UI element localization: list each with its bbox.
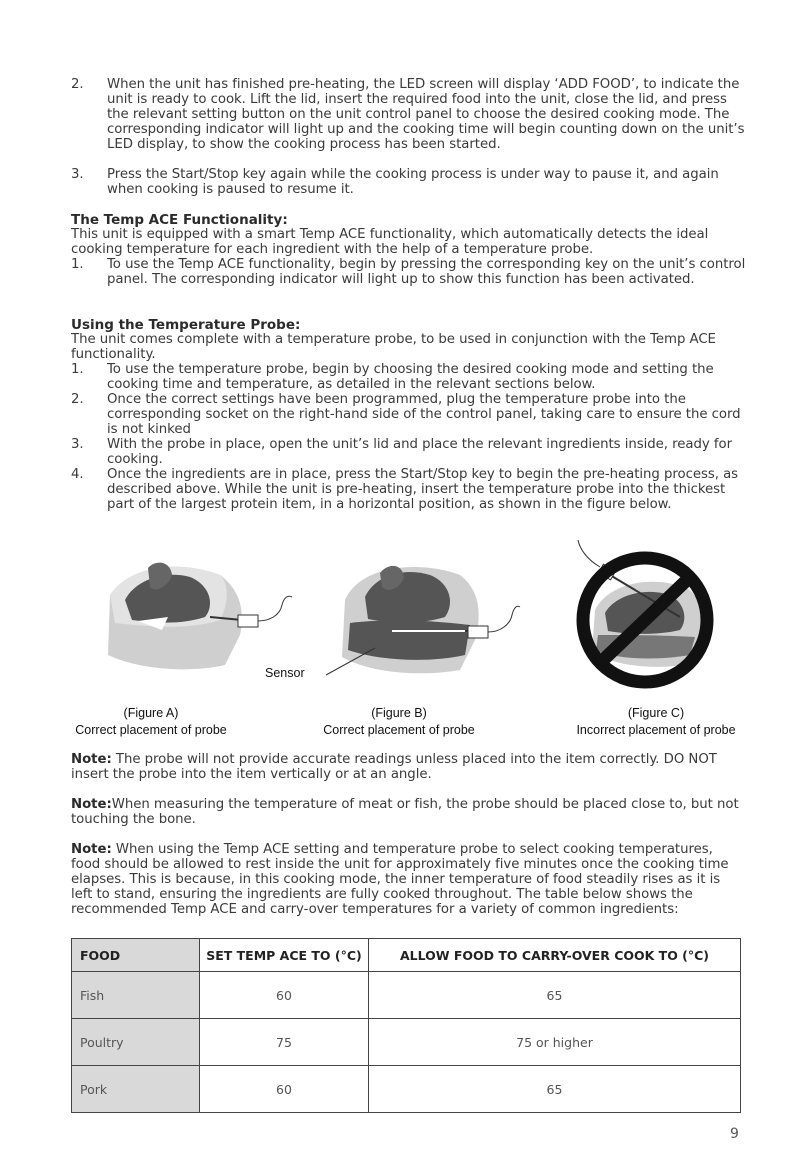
header-set-temp: SET TEMP ACE TO (°C) xyxy=(200,939,369,972)
figure-a-text: Correct placement of probe xyxy=(75,723,227,737)
list-item xyxy=(71,257,746,287)
list-text: When the unit has finished pre-heating, the LED screen will display ‘ADD FOOD’, to indicate the unit is ready to cook. Lift the lid, insert the required food into the unit, close the lid, and press the relevant setting button on the unit control panel to choose the desired cooking mode. The corresponding indicator will light up and the cooking time will begin counting down on the unit’s LED display, to show the cooking process has been started. xyxy=(107,77,745,152)
header-food: FOOD xyxy=(72,939,200,972)
note-text: When using the Temp ACE setting and temperature probe to select cooking temperatures, food should be allowed to rest inside the unit for approximately five minutes once the cooking time elapses. This is because, in this cooking mode, the inner temperature of food steadily rises as it is left to stand, ensuring the ingredients are fully cooked throughout. The table below shows the recommended Temp ACE and carry-over temperatures for a variety of common ingredients: xyxy=(71,842,729,917)
list-text: To use the temperature probe, begin by choosing the desired cooking mode and setting the cooking time and temperature, as detailed in the relevant sections below. xyxy=(107,362,714,392)
list-number: 2. xyxy=(71,392,84,407)
list-number: 3. xyxy=(71,437,84,452)
list-item xyxy=(71,167,746,197)
list-text: With the probe in place, open the unit’s lid and place the relevant ingredients inside, ready for cooking. xyxy=(107,437,733,467)
list-item xyxy=(71,437,746,467)
list-number: 2. xyxy=(71,77,84,92)
temperature-table xyxy=(71,938,741,1113)
figure-a-title: (Figure A) xyxy=(123,706,179,720)
note-text: When measuring the temperature of meat or fish, the probe should be placed close to, but not touching the bone. xyxy=(71,797,739,827)
figure-b-illustration xyxy=(326,566,520,675)
list-text: To use the Temp ACE functionality, begin by pressing the corresponding key on the unit’s control panel. The corresponding indicator will light up to show this function has been activated. xyxy=(107,257,746,287)
sensor-label: Sensor xyxy=(265,666,305,680)
figure-c-title: (Figure C) xyxy=(627,706,685,720)
figure-b-title: (Figure B) xyxy=(371,706,427,720)
figure-c-illustration xyxy=(578,540,707,682)
cell-carry-over: 65 xyxy=(369,1066,741,1113)
list-text: Once the ingredients are in place, press the Start/Stop key to begin the pre-heating process, as described above. While the unit is pre-heating, insert the temperature probe into the thickest part of the largest protein item, in a horizontal position, as shown in the figure below. xyxy=(107,467,739,512)
figure-c-text: Incorrect placement of probe xyxy=(576,723,736,737)
note-text: The probe will not provide accurate readings unless placed into the item correctly. DO NOT insert the probe into the item vertically or at an angle. xyxy=(71,752,717,782)
list-item xyxy=(71,77,746,152)
figure-a-illustration xyxy=(108,563,292,670)
table-row xyxy=(72,1066,741,1113)
figure-c-caption xyxy=(566,705,746,739)
figure-b-caption xyxy=(309,705,489,739)
figure-b-text: Correct placement of probe xyxy=(323,723,475,737)
list-number: 4. xyxy=(71,467,84,482)
note-rest xyxy=(71,842,741,917)
cell-carry-over: 75 or higher xyxy=(369,1019,741,1066)
table-header-row xyxy=(72,939,741,972)
header-carry-over: ALLOW FOOD TO CARRY-OVER COOK TO (°C) xyxy=(369,939,741,972)
cell-food: Fish xyxy=(72,972,200,1019)
cell-set-temp: 60 xyxy=(200,1066,369,1113)
list-item xyxy=(71,467,746,512)
section-heading-temp-ace: The Temp ACE Functionality: xyxy=(71,212,288,228)
probe-intro: The unit comes complete with a temperature probe, to be used in conjunction with the Temp ACE functionality. xyxy=(71,332,716,362)
section-heading-probe: Using the Temperature Probe: xyxy=(71,317,301,333)
table-row xyxy=(72,1019,741,1066)
cell-set-temp: 60 xyxy=(200,972,369,1019)
cell-set-temp: 75 xyxy=(200,1019,369,1066)
note-label: Note: xyxy=(71,842,112,857)
list-number: 3. xyxy=(71,167,84,182)
page-number: 9 xyxy=(730,1126,739,1142)
temp-ace-intro: This unit is equipped with a smart Temp ACE functionality, which automatically detects the ideal cooking temperature for each ingredient with the help of a temperature probe. xyxy=(71,227,709,257)
list-number: 1. xyxy=(71,362,84,377)
table-row xyxy=(72,972,741,1019)
cell-carry-over: 65 xyxy=(369,972,741,1019)
note-label: Note: xyxy=(71,752,112,767)
list-item xyxy=(71,392,746,437)
figure-a-caption xyxy=(61,705,241,739)
list-text: Press the Start/Stop key again while the cooking process is under way to pause it, and again when cooking is paused to resume it. xyxy=(107,167,719,197)
note-accuracy xyxy=(71,752,741,782)
probe-placement-figures xyxy=(70,535,745,695)
note-label: Note: xyxy=(71,797,112,812)
list-number: 1. xyxy=(71,257,84,272)
cell-food: Pork xyxy=(72,1066,200,1113)
list-text: Once the correct settings have been programmed, plug the temperature probe into the corresponding socket on the right-hand side of the control panel, taking care to ensure the cord is not kinked xyxy=(107,392,741,437)
cell-food: Poultry xyxy=(72,1019,200,1066)
note-bone xyxy=(71,797,741,827)
list-item xyxy=(71,362,746,392)
